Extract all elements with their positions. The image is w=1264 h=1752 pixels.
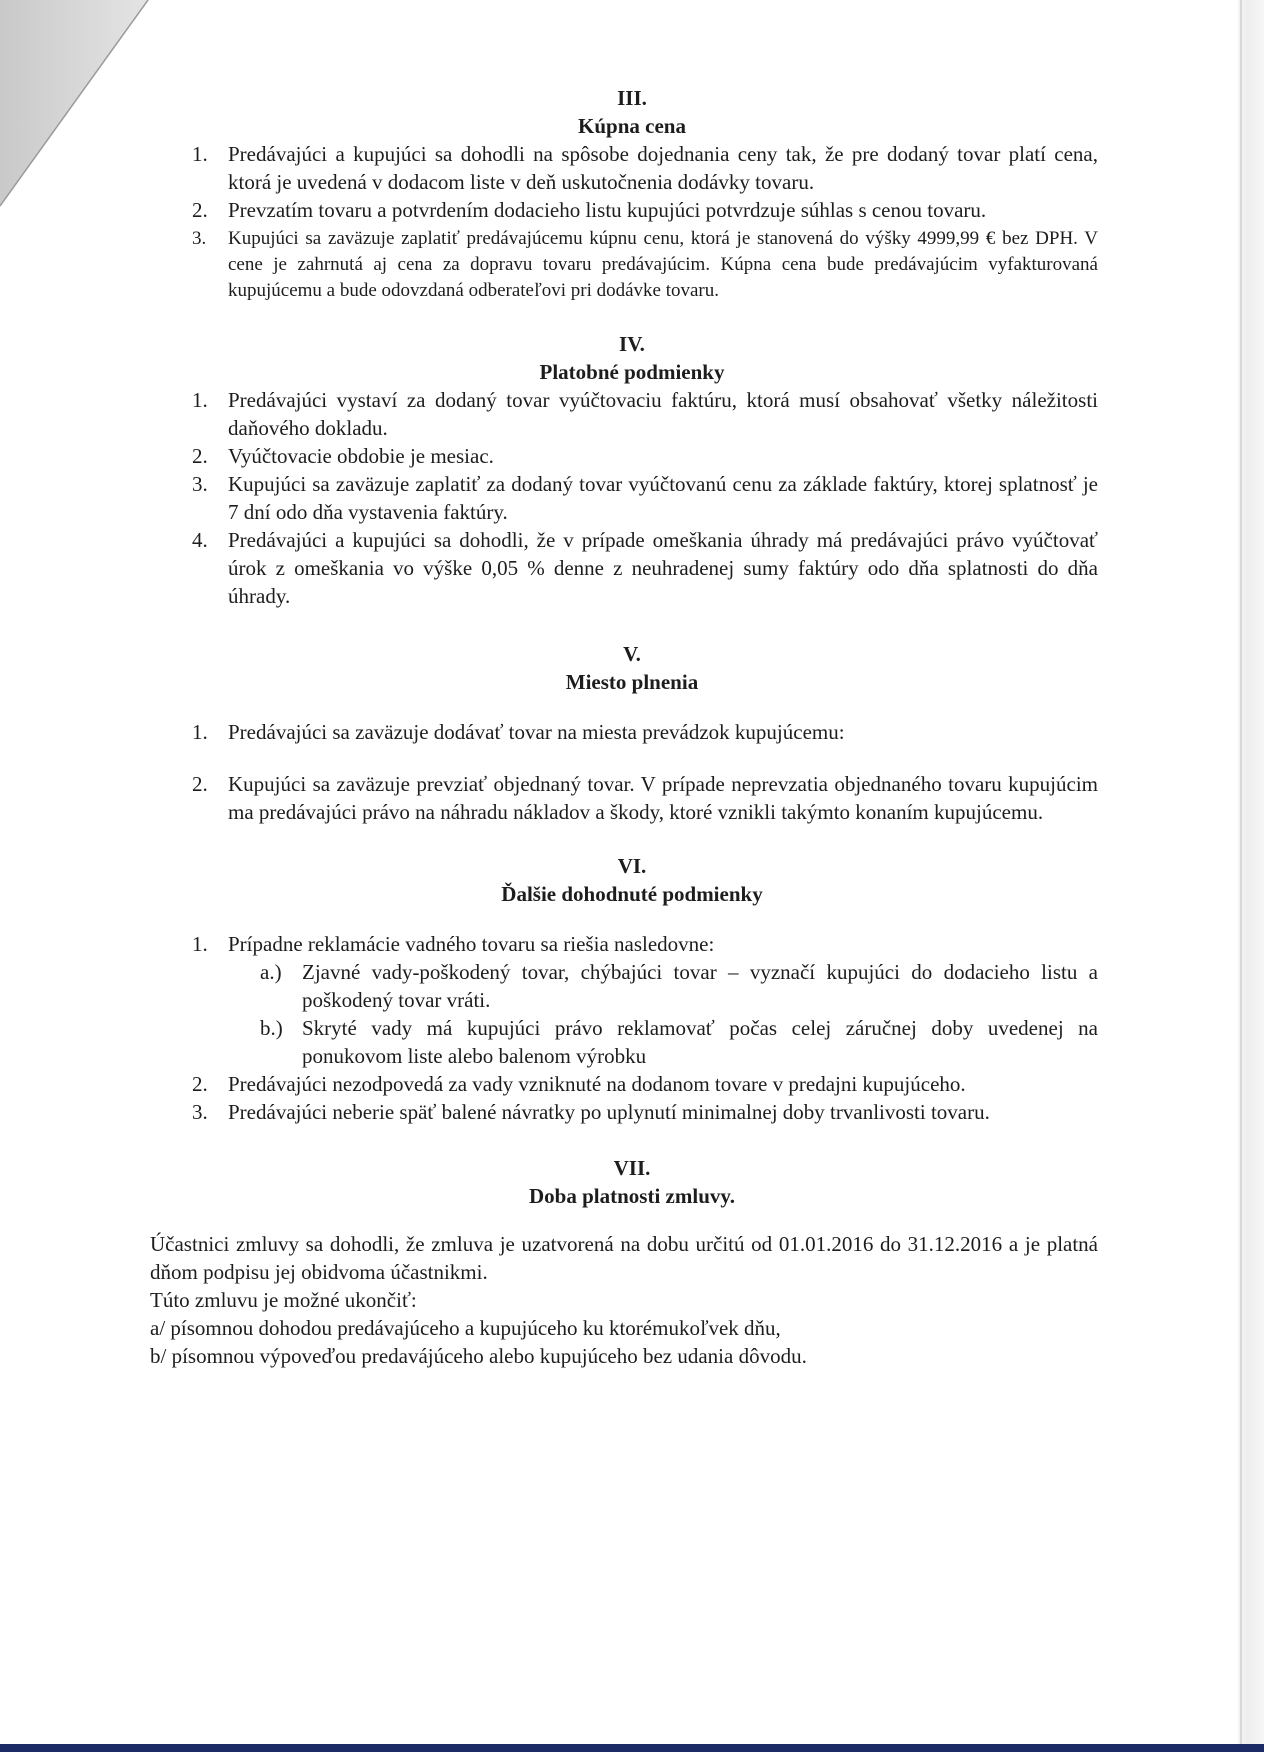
item-number: 3. [192,1100,208,1124]
list-item [150,442,1098,470]
item-text: Vyúčtovacie obdobie je mesiac. [228,444,494,468]
section-miesto-plnenia [150,640,1098,826]
item-text: Predávajúci neberie späť balené návratky po uplynutí minimalnej doby trvanlivosti tovaru. [228,1100,990,1124]
list-item [150,526,1098,610]
section-number: III. [617,86,647,110]
list-item [150,196,1098,224]
list-item [150,718,1098,746]
list-item [150,1098,1098,1126]
section-number: V. [623,642,641,666]
item-text: Prípadne reklamácie vadného tovaru sa riešia nasledovne: [228,932,715,956]
item-number: 1. [192,720,208,744]
sub-item-letter: b.) [260,1016,283,1040]
item-text: Kupujúci sa zaväzuje zaplatiť predávajúcemu kúpnu cenu, ktorá je stanovená do výšky 4999,99 € bez DPH. V cene je zahrnutá aj cena za dopravu tovaru predávajúcim. Kúpna cena bude predávajúcim vyfakturovaná kupujúcemu a bude odovzdaná odberateľovi pri dodávke tovaru. [228,228,1098,301]
list-item [150,386,1098,442]
item-number: 4. [192,528,208,552]
section-number: VI. [617,854,647,878]
item-text: Predávajúci sa zaväzuje dodávať tovar na miesta prevádzok kupujúcemu: [228,720,845,744]
scan-right-edge-line [1240,0,1242,1752]
list-item [150,770,1098,826]
item-number: 3. [192,228,207,249]
sub-item-text: Skryté vady má kupujúci právo reklamovať počas celej záručnej doby uvedenej na ponukovom liste alebo balenom výrobku [302,1016,1098,1068]
section-number: VII. [613,1156,651,1180]
item-text: Predávajúci a kupujúci sa dohodli na spôsobe dojednania ceny tak, že pre dodaný tovar platí cena, ktorá je uvedená v dodacom liste v deň uskutočnenia dodávky tovaru. [228,142,1098,194]
section-doba-platnosti [150,1154,1098,1370]
list-item [150,140,1098,196]
item-number: 2. [192,444,208,468]
item-number: 2. [192,772,208,796]
document-body [150,84,1098,1370]
section-dalsie-podmienky [150,852,1098,1126]
sub-item [150,1014,1098,1070]
section-title: Miesto plnenia [565,670,699,694]
item-number: 3. [192,472,208,496]
item-text: Predávajúci nezodpovedá za vady vzniknuté na dodanom tovare v predajni kupujúceho. [228,1072,966,1096]
section-title: Kúpna cena [578,114,686,138]
termination-option-a: a/ písomnou dohodou predávajúceho a kupujúceho ku ktorémukoľvek dňu, [150,1316,781,1340]
item-number: 2. [192,1072,208,1096]
item-number: 1. [192,932,208,956]
item-number: 1. [192,388,208,412]
section-kupna-cena [150,84,1098,304]
item-text: Kupujúci sa zaväzuje prevziať objednaný tovar. V prípade neprevzatia objednaného tovaru kupujúcim ma predávajúci právo na náhradu nákladov a škody, ktoré vznikli takýmto konaním kupujúcemu. [228,772,1098,824]
item-text: Prevzatím tovaru a potvrdením dodacieho listu kupujúci potvrdzuje súhlas s cenou tovaru. [228,198,987,222]
folded-corner-shadow [0,0,160,210]
validity-paragraph: Účastnici zmluvy sa dohodli, že zmluva je uzatvorená na dobu určitú od 01.01.2016 do 31.12.2016 a je platná dňom podpisu jej obidvoma účastnikmi. [150,1232,1098,1284]
item-number: 2. [192,198,208,222]
section-platobne-podmienky [150,330,1098,610]
section-title: Doba platnosti zmluvy. [529,1184,735,1208]
item-text: Predávajúci vystaví za dodaný tovar vyúčtovaciu faktúru, ktorá musí obsahovať všetky náležitosti daňového dokladu. [228,388,1098,440]
termination-intro: Túto zmluvu je možné ukončiť: [150,1288,417,1312]
section-number: IV. [619,332,645,356]
sub-item [150,958,1098,1014]
scan-bottom-edge [0,1744,1264,1752]
list-item [150,930,1098,958]
item-number: 1. [192,142,208,166]
sub-item-text: Zjavné vady-poškodený tovar, chýbajúci tovar – vyznačí kupujúci do dodacieho listu a poškodený tovar vráti. [302,960,1098,1012]
sub-item-letter: a.) [260,960,282,984]
item-text: Kupujúci sa zaväzuje zaplatiť za dodaný tovar vyúčtovanú cenu za základe faktúry, ktorej splatnosť je 7 dní odo dňa vystavenia faktúry. [228,472,1098,524]
section-title: Platobné podmienky [539,360,725,384]
list-item [150,470,1098,526]
termination-option-b: b/ písomnou výpoveďou predavájúceho alebo kupujúceho bez udania dôvodu. [150,1344,807,1368]
section-title: Ďalšie dohodnuté podmienky [501,882,763,906]
item-text: Predávajúci a kupujúci sa dohodli, že v prípade omeškania úhrady má predávajúci právo vyúčtovať úrok z omeškania vo výške 0,05 % denne z neuhradenej sumy faktúry odo dňa splatnosti do dňa úhrady. [228,528,1098,608]
list-item [150,226,1098,304]
list-item [150,1070,1098,1098]
